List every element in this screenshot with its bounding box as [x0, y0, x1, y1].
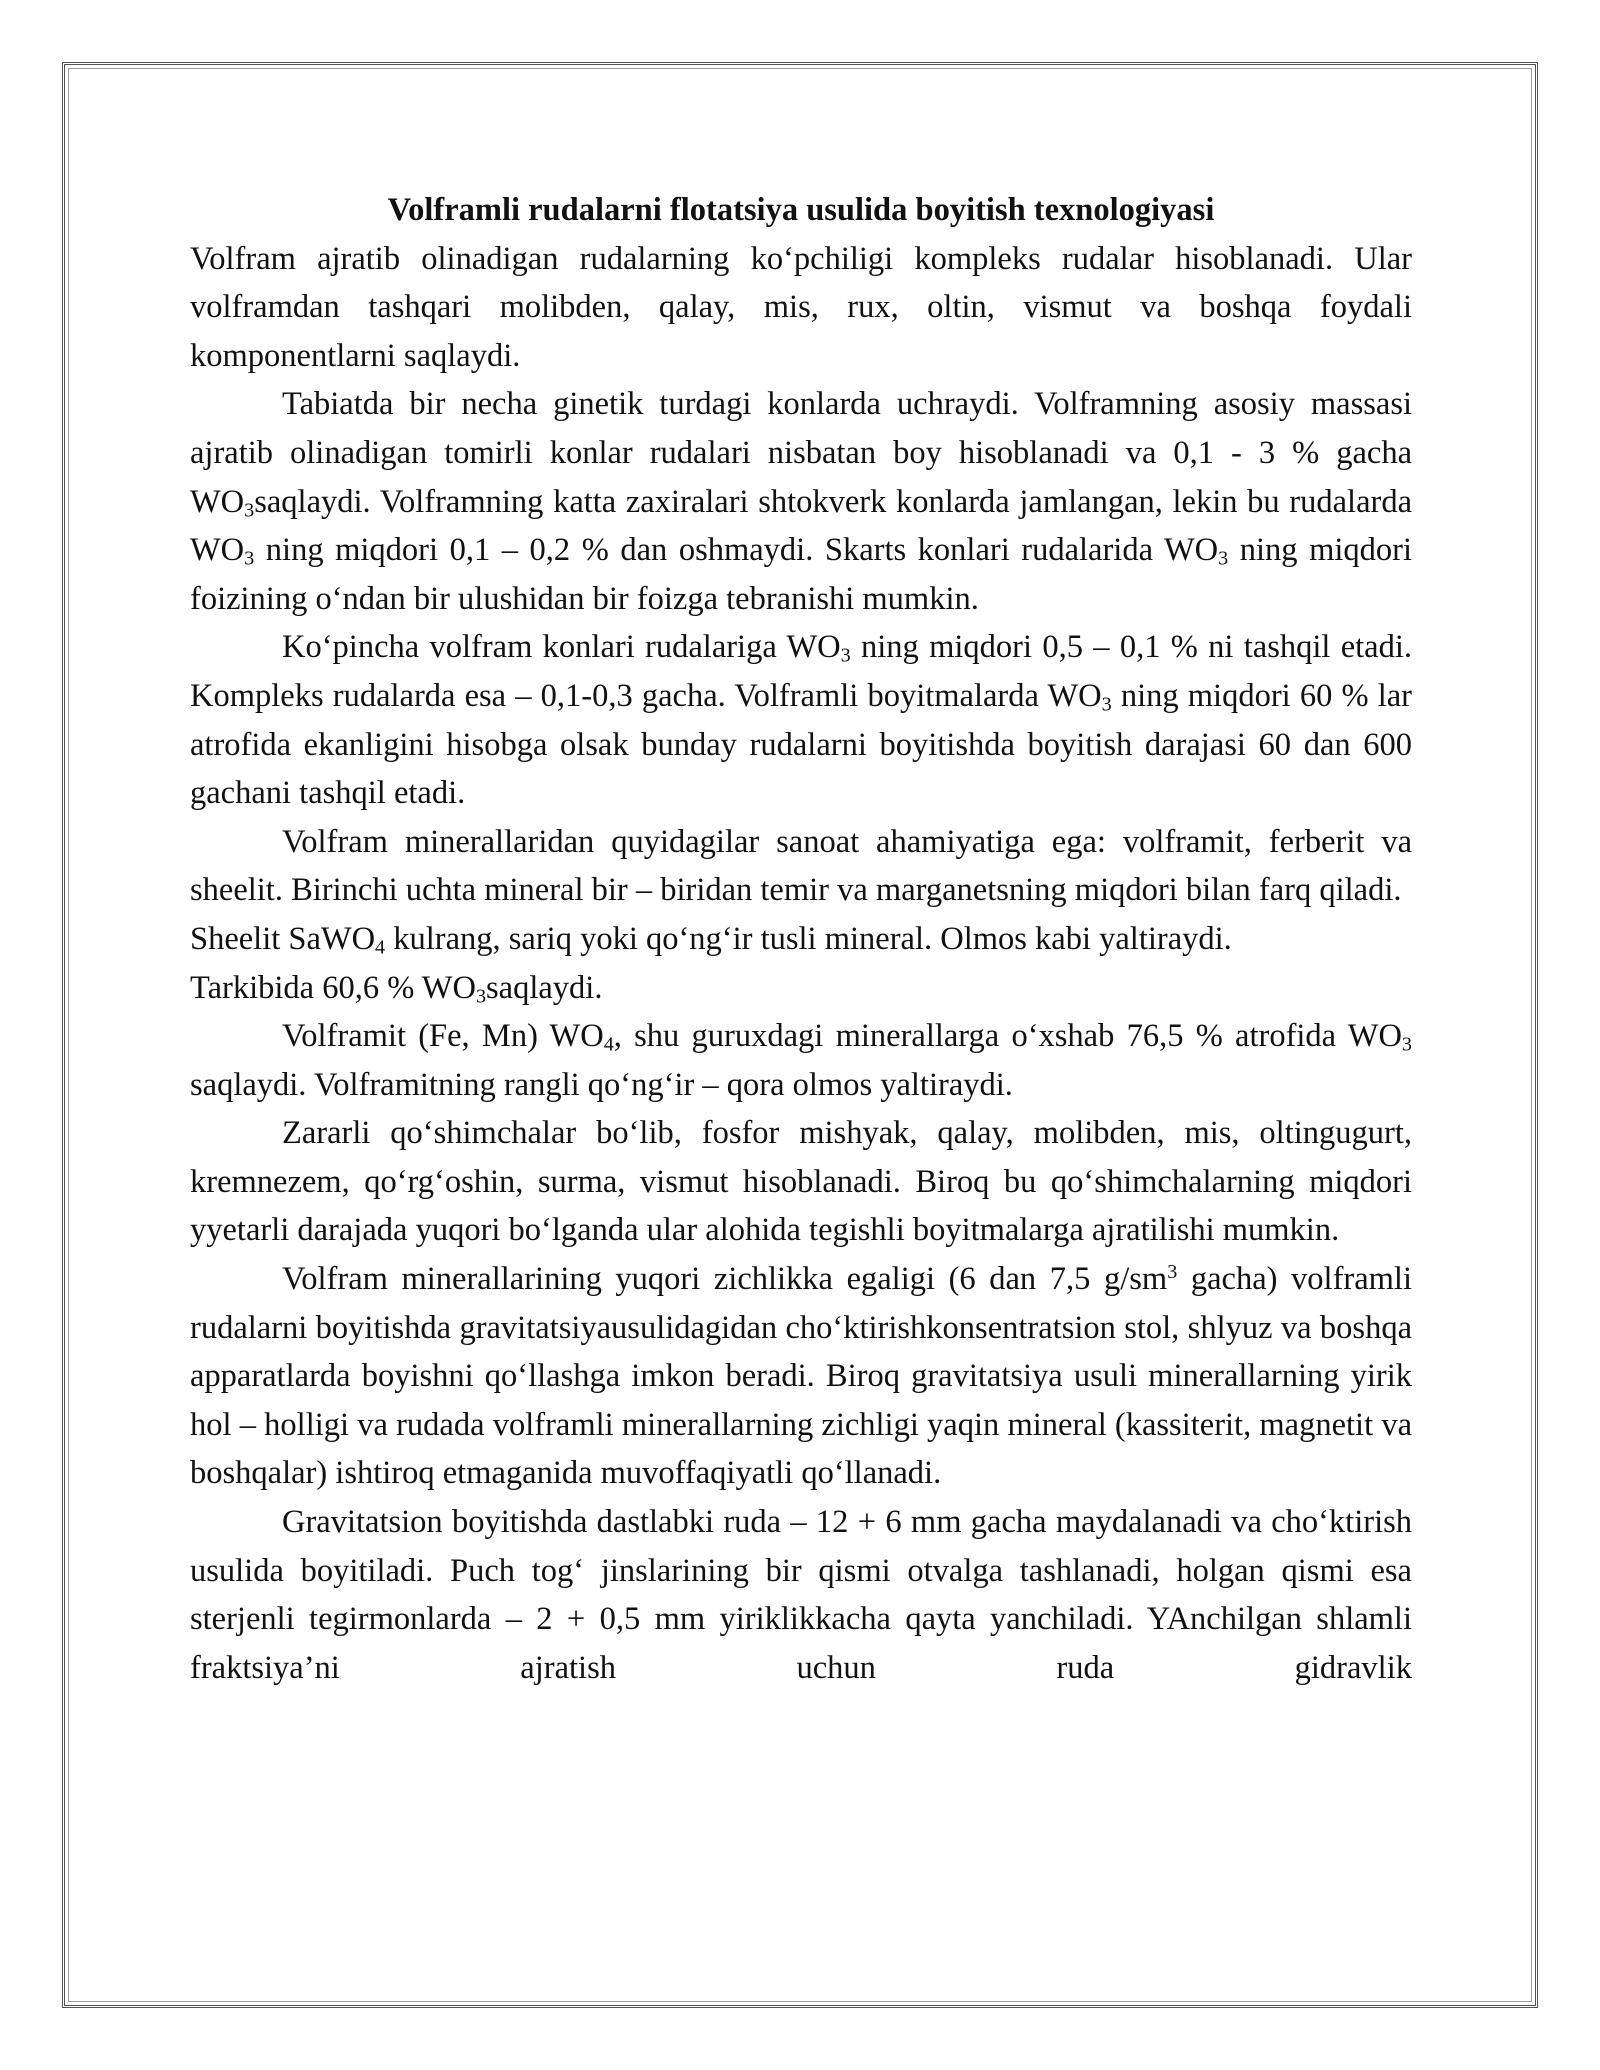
subscript: 3: [1101, 693, 1112, 716]
text-segment: Tabiatda bir necha ginetik turdagi konlarda uchraydi. Volframning asosiy massasi ajratib olinadigan tomirli konlar rudalari nisbatan boy hisoblanadi va 0,1 - 3 % gacha WO: [190, 386, 1412, 520]
text-segment: ning miqdori 0,5 – 0,1 % ni tashqil etadi. Kompleks rudalarda esa – 0,1-0,3 gacha. Volframli boyitmalarda WO: [190, 629, 1412, 714]
text-segment: gacha) volframli rudalarni boyitishda gravitatsiyausulidagidan cho‘ktirishkonsentratsion stol, shlyuz va boshqa apparatlarda boyishni qo‘llashga imkon beradi. Biroq gravitatsiya usuli minerallarning yirik hol – holligi va rudada volframli minerallarning zichligi yaqin mineral (kassiterit, magnetit va boshqalar) ishtiroq etmaganida muvoffaqiyatli qo‘llanadi.: [190, 1261, 1412, 1492]
subscript: 3: [840, 644, 851, 667]
paragraph-3: [190, 623, 1412, 817]
superscript: 3: [1167, 1260, 1178, 1283]
paragraph-10: Gravitatsion boyitishda dastlabki ruda – 12 + 6 mm gacha maydalanadi va cho‘ktirish usulida boyitiladi. Puch tog‘ jinslarining bir qismi otvalga tashlanadi, holgan qismi esa sterjenli tegirmonlarda – 2 + 0,5 mm yiriklikkacha qayta yanchiladi. YAnchilgan shlamli fraktsiya’ni ajratish uchun ruda gidravlik: [190, 1504, 1412, 1686]
text-segment: ning miqdori 0,1 – 0,2 % dan oshmaydi. Skarts konlari rudalarida WO: [254, 532, 1219, 569]
text-segment: Tarkibida 60,6 % WO: [190, 969, 476, 1006]
paragraph-5: [190, 915, 1412, 964]
text-segment: ning miqdori foizining o‘ndan bir ulushidan bir foizga tebranishi mumkin.: [190, 532, 1412, 617]
paragraph-4: Volfram minerallaridan quyidagilar sanoat ahamiyatiga ega: volframit, ferberit va sheelit. Birinchi uchta mineral bir – biridan temir va marganetsning miqdori bilan farq qiladi.: [190, 823, 1412, 909]
document-body: [190, 186, 1412, 1692]
subscript: 3: [244, 498, 255, 521]
subscript: 4: [603, 1033, 614, 1056]
text-segment: Sheelit SaWO: [190, 920, 376, 957]
text-segment: Volframit (Fe, Mn) WO: [282, 1018, 604, 1055]
subscript: 3: [1218, 547, 1229, 570]
subscript: 3: [1401, 1033, 1412, 1056]
text-segment: saqlaydi. Volframitning rangli qo‘ng‘ir – qora olmos yaltiraydi.: [190, 1066, 1013, 1103]
paragraph-8: Zararli qo‘shimchalar bo‘lib, fosfor mishyak, qalay, molibden, mis, oltingugurt, kremnezem, qo‘rg‘oshin, surma, vismut hisoblanadi. Biroq bu qo‘shimchalarning miqdori yyetarli darajada yuqori bo‘lganda ular alohida tegishli boyitmalarga ajratilishi mumkin.: [190, 1115, 1412, 1249]
subscript: 4: [375, 936, 386, 959]
paragraph-7: [190, 1012, 1412, 1109]
text-segment: ning miqdori 60 % lar atrofida ekanligini hisobga olsak bunday rudalarni boyitishda boyitish darajasi 60 dan 600 gachani tashqil etadi.: [190, 677, 1412, 812]
text-segment: Ko‘pincha volfram konlari rudalariga WO: [282, 629, 841, 666]
subscript: 3: [475, 984, 487, 1007]
paragraph-9: [190, 1255, 1412, 1498]
text-segment: Volfram minerallarining yuqori zichlikka egaligi (6 dan 7,5 g/sm: [282, 1261, 1168, 1298]
subscript: 3: [244, 547, 255, 570]
text-segment: kulrang, sariq yoki qo‘ng‘ir tusli mineral. Olmos kabi yaltiraydi.: [385, 920, 1232, 957]
document-title: Volframli rudalarni flotatsiya usulida boyitish texnologiyasi: [387, 192, 1215, 228]
text-segment: saqlaydi.: [486, 969, 603, 1006]
text-segment: , shu guruxdagi minerallarga o‘xshab 76,5 % atrofida WO: [613, 1018, 1402, 1055]
paragraph-2: [190, 380, 1412, 623]
paragraph-6: [190, 964, 1412, 1013]
paragraph-1: Volfram ajratib olinadigan rudalarning ko‘pchiligi kompleks rudalar hisoblanadi. Ular volframdan tashqari molibden, qalay, mis, rux, oltin, vismut va boshqa foydali komponentlarni saqlaydi.: [190, 240, 1412, 374]
text-segment: saqlaydi. Volframning katta zaxiralari shtokverk konlarda jamlangan, lekin bu rudalarda WO: [190, 483, 1412, 569]
